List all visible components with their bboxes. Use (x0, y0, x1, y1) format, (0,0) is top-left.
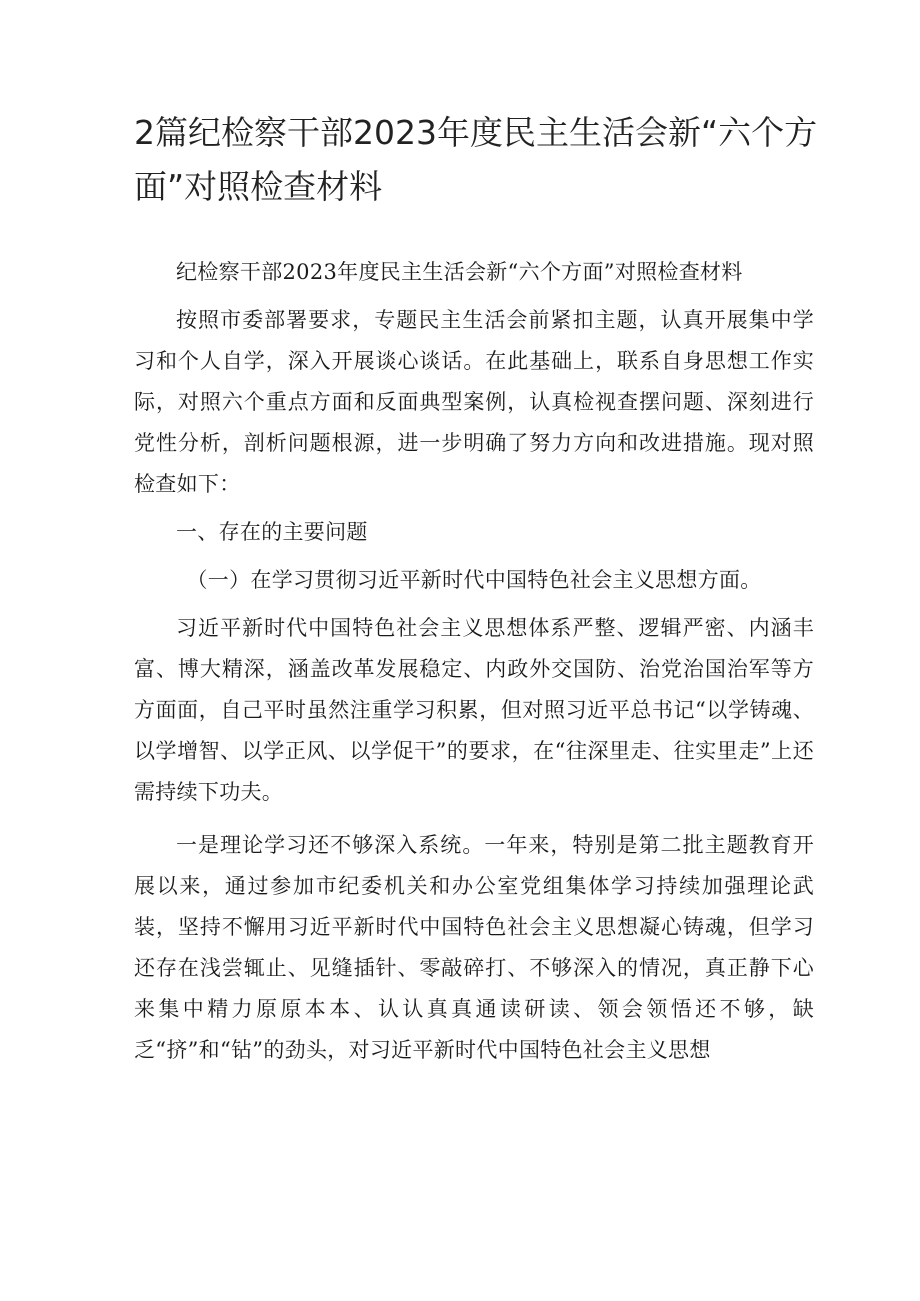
paragraph-subtitle: 纪检察干部2023年度民主生活会新“六个方面”对照检查材料 (176, 260, 743, 284)
paragraph-intro: 按照市委部署要求，专题民主生活会前紧扣主题，认真开展集中学习和个人自学，深入开展谈心谈话。在此基础上，联系自身思想工作实际，对照六个重点方面和反面典型案例，认真检视查摆问题、深刻进行党性分析，剖析问题根源，进一步明确了努力方向和改进措施。现对照检查如下： (134, 308, 814, 496)
paragraph-body: 习近平新时代中国特色社会主义思想体系严整、逻辑严密、内涵丰富、博大精深，涵盖改革发展稳定、内政外交国防、治党治国治军等方方面面，自己平时虽然注重学习积累，但对照习近平总书记“以学铸魂、以学增智、以学正风、以学促干”的要求，在“往深里走、往实里走”上还需持续下功夫。 (134, 616, 814, 804)
document-body (134, 252, 814, 1071)
paragraph-body: 一是理论学习还不够深入系统。一年来，特别是第二批主题教育开展以来，通过参加市纪委机关和办公室党组集体学习持续加强理论武装，坚持不懈用习近平新时代中国特色社会主义思想凝心铸魂，但学习还存在浅尝辄止、见缝插针、零敲碎打、不够深入的情况，真正静下心来集中精力原原本本、认认真真通读研读、领会领悟还不够，缺乏“挤”和“钻”的劲头，对习近平新时代中国特色社会主义思想 (134, 833, 814, 1062)
section-heading: 一、存在的主要问题 (176, 520, 368, 544)
subsection-heading: （一）在学习贯彻习近平新时代中国特色社会主义思想方面。 (186, 568, 762, 592)
document-title: 2篇纪检察干部2023年度民主生活会新“六个方面”对照检查材料 (134, 113, 818, 206)
